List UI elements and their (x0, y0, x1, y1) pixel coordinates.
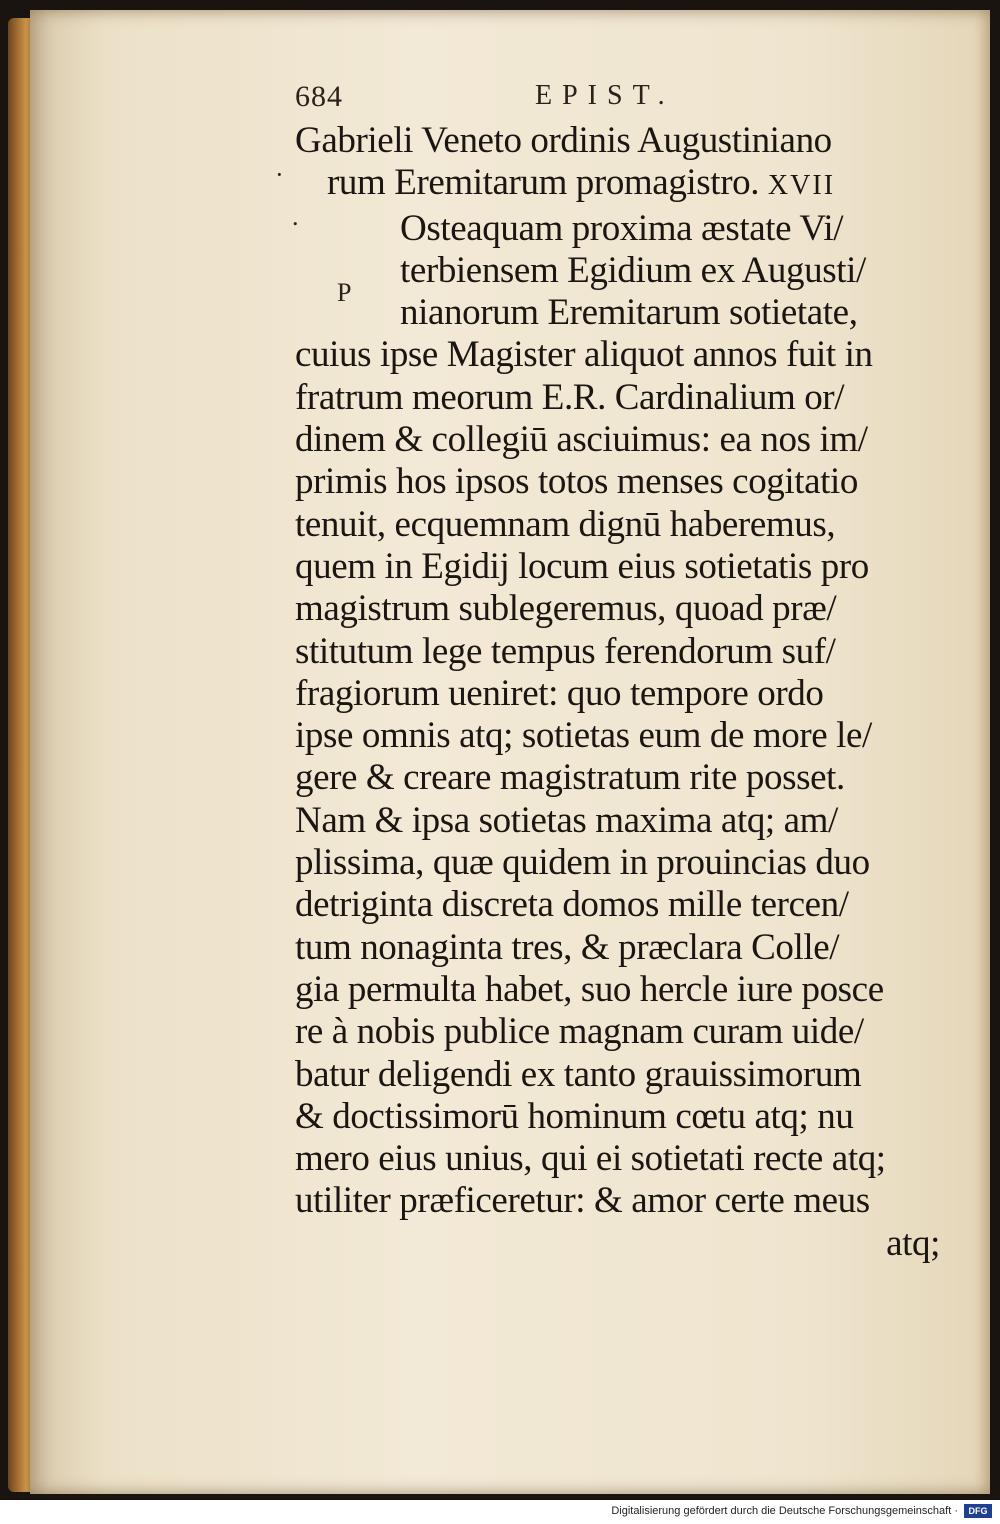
body-line: Nam & ipsa sotietas maxima atq; am/ (295, 799, 838, 841)
body-line: plissima, quæ quidem in prouincias duo (295, 842, 870, 884)
body-line: gere & creare magistratum rite posset. (295, 757, 845, 799)
body-line: Osteaquam proxima æstate Vi/ (400, 207, 844, 249)
margin-bullet-top: · (275, 160, 284, 189)
body-line: tenuit, ecquemnam dignū haberemus, (295, 503, 836, 545)
body-line: fragiorum ueniret: quo tempore ordo (295, 672, 824, 714)
body-line: utiliter præficeretur: & amor certe meus (295, 1180, 870, 1222)
body-line: gia permulta habet, suo hercle iure posce (295, 968, 884, 1010)
catchword: atq; (886, 1222, 940, 1264)
page-text (295, 80, 945, 1265)
body-line: dinem & collegiū asciuimus: ea nos im/ (295, 419, 868, 461)
body-line: batur deligendi ex tanto grauissimorum (295, 1053, 862, 1095)
dfg-logo-icon: DFG (964, 1504, 992, 1518)
letter-number: XVII (767, 170, 836, 202)
body-line: quem in Egidij locum eius sotietatis pro (295, 545, 869, 587)
body-line: cuius ipse Magister aliquot annos fuit in (295, 334, 873, 376)
body-line: magistrum sublegeremus, quoad præ/ (295, 588, 837, 630)
heading-line-1: Gabrieli Veneto ordinis Augustiniano (295, 120, 832, 161)
body-line: & doctissimorū hominum cœtu atq; nu (295, 1095, 854, 1137)
margin-bullet-second: . (292, 202, 299, 231)
body-line: ipse omnis atq; sotietas eum de more le/ (295, 715, 872, 757)
body-line: tum nonaginta tres, & præclara Colle/ (295, 926, 840, 968)
body-line: stitutum lege tempus ferendorum suf/ (295, 630, 836, 672)
heading-text: rum Eremitarum promagistro. (327, 162, 760, 204)
running-head (295, 80, 945, 120)
heading-line-2 (295, 162, 945, 207)
body-line: mero eius unius, qui ei sotietati recte atq; (295, 1138, 886, 1180)
footer (0, 1500, 1000, 1524)
page-number: 684 (295, 80, 343, 113)
body-line: nianorum Eremitarum sotietate, (400, 292, 858, 334)
funding-notice: Digitalisierung gefördert durch die Deutsche Forschungsgemeinschaft · (611, 1505, 958, 1517)
margin-letter-p: P (337, 278, 352, 307)
body-line: detriginta discreta domos mille tercen/ (295, 884, 849, 926)
body-line: fratrum meorum E.R. Cardinalium or/ (295, 376, 845, 418)
body-line: primis hos ipsos totos menses cogitatio (295, 461, 859, 503)
body-line: terbiensem Egidium ex Augusti/ (400, 249, 866, 291)
body-line: re à nobis publice magnam curam uide/ (295, 1011, 864, 1053)
running-title: EPIST. (535, 80, 675, 111)
